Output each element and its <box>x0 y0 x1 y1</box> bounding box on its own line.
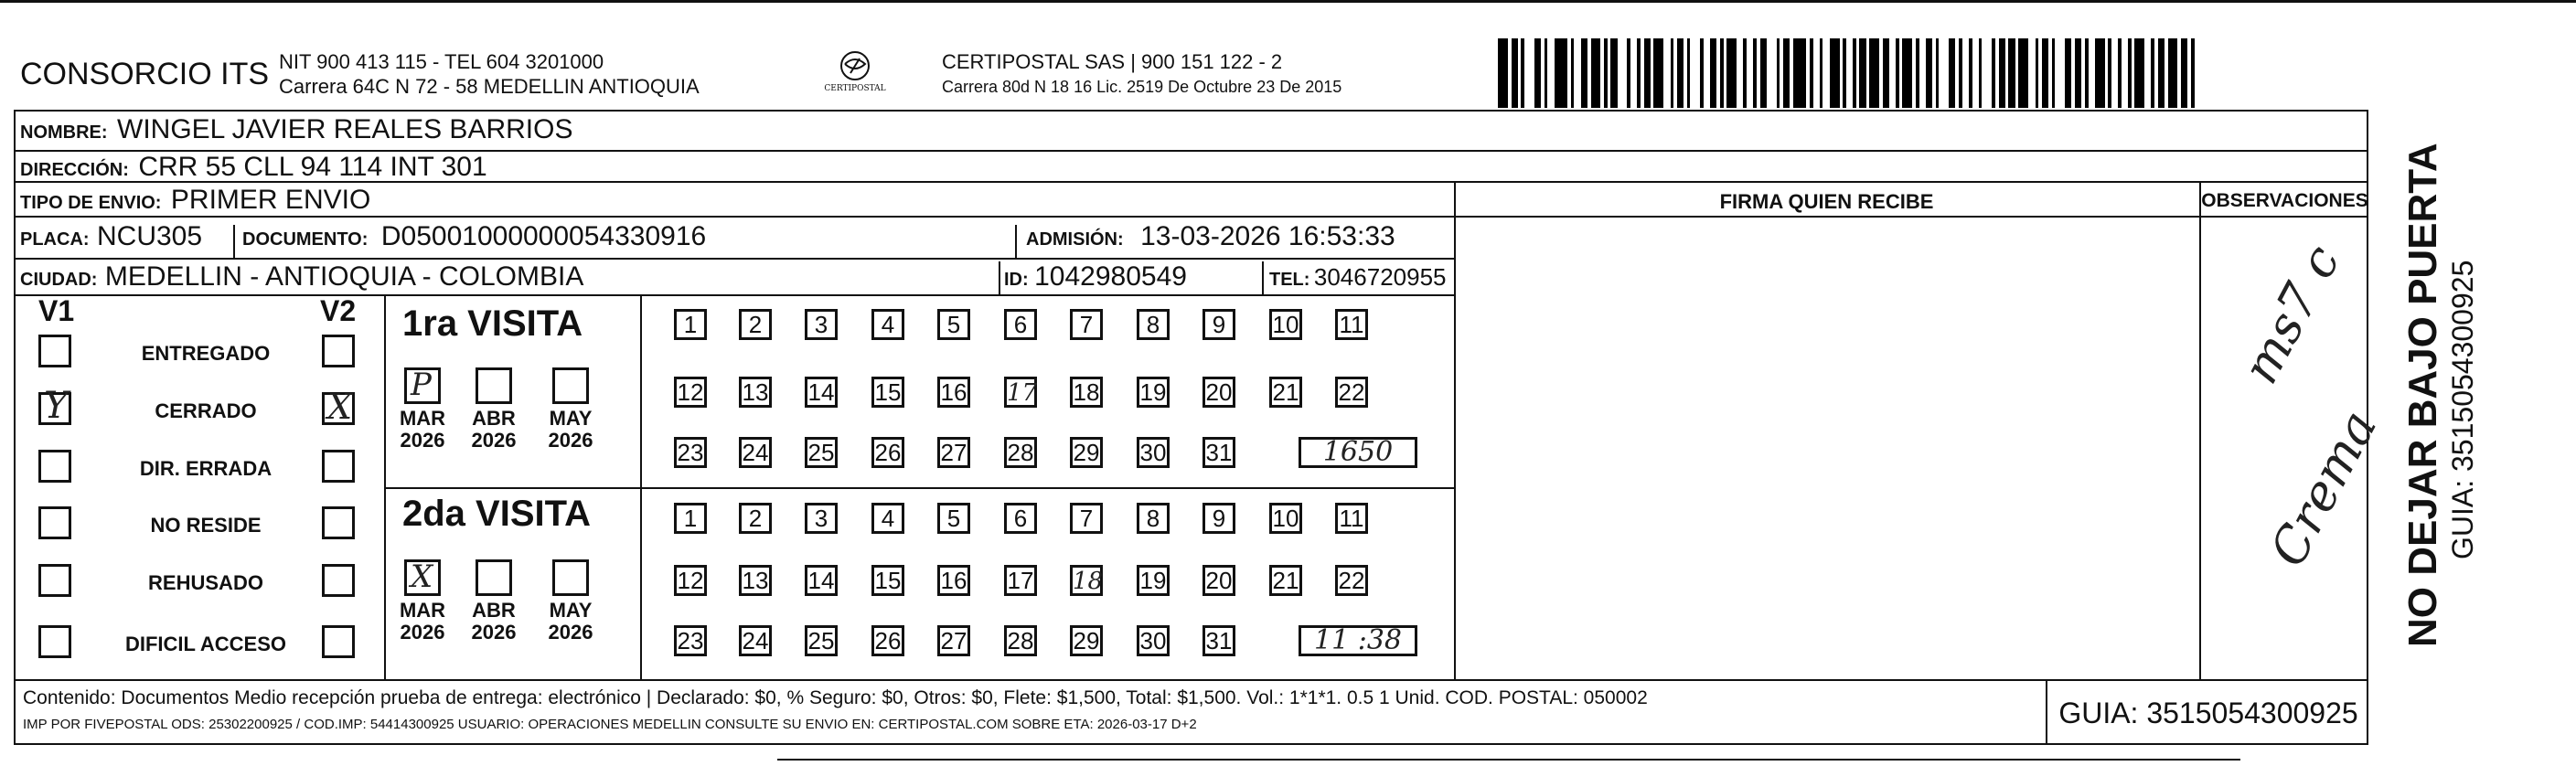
divider <box>384 487 1454 489</box>
placa-label: PLACA: <box>20 229 90 250</box>
day-box[interactable]: 21 <box>1269 565 1302 596</box>
placa-value: NCU305 <box>97 221 203 251</box>
barcode-bar <box>1999 38 2005 108</box>
day-box[interactable]: 21 <box>1269 377 1302 408</box>
day-box[interactable]: 5 <box>937 503 970 534</box>
day-box[interactable]: 11 <box>1335 309 1368 340</box>
day-box[interactable]: 18 <box>1070 377 1103 408</box>
tel-label: TEL: <box>1269 270 1310 290</box>
v2-check-mark: X <box>327 387 353 427</box>
barcode-bar <box>1962 38 1969 108</box>
day-box[interactable]: 22 <box>1335 565 1368 596</box>
footer-guia: GUIA: 3515054300925 <box>2058 697 2358 729</box>
barcode-bar <box>2168 38 2178 108</box>
day-box[interactable]: 23 <box>674 625 707 656</box>
day-box[interactable]: 17 <box>1004 565 1037 596</box>
day-box[interactable]: 7 <box>1070 503 1103 534</box>
month-label <box>543 408 598 452</box>
divider <box>14 679 2368 681</box>
v2-checkbox[interactable] <box>322 564 355 597</box>
day-box[interactable]: 26 <box>871 437 904 468</box>
day-box[interactable]: 29 <box>1070 625 1103 656</box>
documento-value: D05001000000054330916 <box>380 221 707 251</box>
day-box[interactable]: 4 <box>871 503 904 534</box>
ciudad-label: CIUDAD: <box>20 270 98 290</box>
certipostal-logo <box>823 48 887 102</box>
barcode-bar <box>1498 38 1508 108</box>
barcode-bar <box>1581 38 1587 108</box>
barcode-bar <box>1524 38 1534 108</box>
barcode-bar <box>2055 38 2065 108</box>
month-name: MAR <box>399 599 446 622</box>
day-box[interactable]: 24 <box>739 437 772 468</box>
firma-label: FIRMA QUIEN RECIBE <box>1719 190 1934 213</box>
barcode-bar <box>1547 38 1554 108</box>
v1-label: V1 <box>38 294 75 327</box>
contenido-text: Contenido: Documentos Medio recepción prueba de entrega: electrónico | Declarado: $0, % Seguro: $0, Otros: $0, Flete: $1,500, Total: $1,500. Vol.: 1*1*1. 0.5 1 Unid. COD. POSTAL: 050002 <box>23 687 1648 708</box>
tel-value: 3046720955 <box>1313 263 1447 291</box>
day-box[interactable]: 27 <box>937 437 970 468</box>
day-box[interactable] <box>1070 565 1103 596</box>
no-dejar-bajo-puerta: NO DEJAR BAJO PUERTA <box>2400 143 2445 647</box>
month-mark: X <box>411 559 433 595</box>
company-name: CONSORCIO ITS <box>20 57 270 91</box>
v2-checkbox[interactable] <box>322 335 355 367</box>
signature-area[interactable] <box>1456 218 2198 679</box>
day-box[interactable]: 30 <box>1137 437 1170 468</box>
day-box[interactable]: 14 <box>805 565 838 596</box>
day-box[interactable]: 6 <box>1004 503 1037 534</box>
month-year: 2026 <box>548 429 593 452</box>
id-label: ID: <box>1004 270 1029 290</box>
direccion-value: CRR 55 CLL 94 114 INT 301 <box>138 152 487 182</box>
nombre-label: NOMBRE: <box>20 122 108 143</box>
id-field <box>1004 261 1187 293</box>
barcode-bar <box>2144 38 2151 108</box>
day-box[interactable]: 15 <box>871 377 904 408</box>
certipostal-line2: Carrera 80d N 18 16 Lic. 2519 De Octubre 23 De 2015 <box>942 78 1342 96</box>
barcode-bar <box>1889 38 1896 108</box>
barcode-bar <box>1830 38 1840 108</box>
barcode-bar <box>1618 38 1628 108</box>
barcode-bar <box>2018 38 2028 108</box>
logo-text: CERTIPOSTAL <box>824 84 886 93</box>
barcode-bar <box>1737 38 1743 108</box>
day-box[interactable]: 3 <box>805 309 838 340</box>
month-name: MAY <box>549 599 593 622</box>
day-box[interactable]: 15 <box>871 565 904 596</box>
nit-line: NIT 900 413 115 - TEL 604 3201000 <box>279 50 604 73</box>
nombre-field <box>20 114 572 145</box>
tipo-label: TIPO DE ENVIO: <box>20 193 162 213</box>
handwritten-day: 18 <box>1073 568 1104 595</box>
divider <box>1015 225 1017 258</box>
barcode-bar <box>2028 38 2035 108</box>
divider <box>14 216 1454 218</box>
nombre-value: WINGEL JAVIER REALES BARRIOS <box>117 114 573 144</box>
divider <box>14 258 1454 260</box>
divider <box>2199 181 2201 679</box>
address-line: Carrera 64C N 72 - 58 MEDELLIN ANTIOQUIA <box>279 75 700 98</box>
observaciones-label: OBSERVACIONES <box>2201 190 2368 211</box>
handwritten-time[interactable]: 11 :38 <box>1299 625 1417 656</box>
barcode-bar <box>2134 38 2144 108</box>
observaciones-handwriting-1: ms7 c <box>2231 236 2352 393</box>
id-value: 1042980549 <box>1034 261 1187 292</box>
day-box[interactable]: 20 <box>1202 565 1235 596</box>
day-box[interactable]: 12 <box>674 565 707 596</box>
day-box[interactable]: 19 <box>1137 565 1170 596</box>
day-box[interactable]: 2 <box>739 309 772 340</box>
day-box[interactable]: 20 <box>1202 377 1235 408</box>
v1-checkbox[interactable] <box>38 450 71 483</box>
month-label <box>466 600 521 644</box>
v1-checkbox[interactable] <box>38 506 71 539</box>
divider <box>1262 261 1264 294</box>
v1-checkbox[interactable] <box>38 564 71 597</box>
status-label: DIR. ERRADA <box>139 457 273 480</box>
barcode-bar <box>2111 38 2118 108</box>
tipo-value: PRIMER ENVIO <box>170 185 371 215</box>
v1-check-mark: Y <box>44 385 69 427</box>
day-box[interactable] <box>1004 377 1037 408</box>
barcode-bar <box>1591 38 1601 108</box>
status-label: NO RESIDE <box>150 514 262 537</box>
divider <box>14 294 1454 296</box>
day-box[interactable]: 4 <box>871 309 904 340</box>
barcode-bar <box>2181 38 2187 108</box>
status-label: REHUSADO <box>148 571 263 594</box>
day-box[interactable]: 19 <box>1137 377 1170 408</box>
status-label: DIFICIL ACCESO <box>124 633 286 655</box>
handwritten-day: 17 <box>1007 379 1038 407</box>
day-box[interactable]: 16 <box>937 377 970 408</box>
day-box[interactable]: 6 <box>1004 309 1037 340</box>
month-label <box>466 408 521 452</box>
day-box[interactable]: 16 <box>937 565 970 596</box>
barcode-bar <box>1760 38 1767 108</box>
barcode-bar <box>2158 38 2164 108</box>
barcode-bar <box>1919 38 1926 108</box>
v2-label: V2 <box>320 294 357 327</box>
day-box[interactable]: 13 <box>739 377 772 408</box>
day-box[interactable]: 14 <box>805 377 838 408</box>
day-box[interactable]: 9 <box>1202 309 1235 340</box>
barcode-bar <box>1704 38 1710 108</box>
month-name: ABR <box>472 407 516 430</box>
barcode-bar <box>2042 38 2048 108</box>
barcode-bar <box>1690 38 1700 108</box>
month-year: 2026 <box>471 621 517 644</box>
day-box[interactable]: 29 <box>1070 437 1103 468</box>
certipostal-line1: CERTIPOSTAL SAS | 900 151 122 - 2 <box>942 50 1283 73</box>
placa-field <box>20 221 202 252</box>
v1-checkbox[interactable] <box>38 335 71 367</box>
barcode-bar <box>1726 38 1737 108</box>
day-box[interactable]: 26 <box>871 625 904 656</box>
day-box[interactable]: 9 <box>1202 503 1235 534</box>
month-checkbox[interactable] <box>404 367 441 404</box>
admision-label: ADMISIÓN: <box>1026 229 1124 250</box>
divider <box>233 225 235 258</box>
month-year: 2026 <box>548 621 593 644</box>
documento-label: DOCUMENTO: <box>242 229 369 250</box>
admision-field <box>1026 221 1395 252</box>
day-box[interactable]: 28 <box>1004 625 1037 656</box>
barcode-bar <box>2089 38 2095 108</box>
barcode <box>1498 38 2202 108</box>
month-checkbox[interactable] <box>476 559 512 596</box>
barcode-bar <box>2008 38 2015 108</box>
barcode-bar <box>1982 38 1992 108</box>
v2-checkbox[interactable] <box>322 625 355 658</box>
barcode-bar <box>1793 38 1807 108</box>
month-label <box>395 408 450 452</box>
barcode-bar <box>1939 38 1949 108</box>
tel-field <box>1269 263 1447 292</box>
day-box[interactable]: 23 <box>674 437 707 468</box>
ciudad-field <box>20 261 583 293</box>
v1-checkbox[interactable] <box>38 625 71 658</box>
barcode-bar <box>1574 38 1580 108</box>
v2-checkbox[interactable] <box>322 506 355 539</box>
barcode-bar <box>2075 38 2081 108</box>
barcode-bar <box>1512 38 1518 108</box>
divider <box>2046 679 2047 745</box>
month-year: 2026 <box>400 429 445 452</box>
direccion-label: DIRECCIÓN: <box>20 160 129 180</box>
divider <box>999 261 1000 294</box>
barcode-bar <box>1949 38 1955 108</box>
tipo-field <box>20 185 370 216</box>
barcode-bar <box>1555 38 1568 108</box>
v2-checkbox[interactable] <box>322 450 355 483</box>
barcode-bar <box>1972 38 1979 108</box>
month-label <box>395 600 450 644</box>
day-box[interactable]: 25 <box>805 437 838 468</box>
direccion-field <box>20 152 487 183</box>
barcode-bar <box>1653 38 1663 108</box>
barcode-bar <box>2195 38 2201 108</box>
day-box[interactable]: 1 <box>674 503 707 534</box>
documento-field <box>242 221 706 252</box>
barcode-bar <box>2122 38 2128 108</box>
barcode-bar <box>1869 38 1879 108</box>
day-box[interactable]: 25 <box>805 625 838 656</box>
barcode-bar <box>1767 38 1777 108</box>
barcode-bar <box>1534 38 1541 108</box>
month-year: 2026 <box>471 429 517 452</box>
status-label: ENTREGADO <box>141 342 271 365</box>
month-checkbox[interactable] <box>476 367 512 404</box>
month-checkbox[interactable] <box>404 559 441 596</box>
day-box[interactable]: 12 <box>674 377 707 408</box>
month-mark: P <box>411 367 432 403</box>
day-box[interactable]: 10 <box>1269 503 1302 534</box>
barcode-bar <box>1783 38 1790 108</box>
barcode-bar <box>1883 38 1889 108</box>
month-label <box>543 600 598 644</box>
day-box[interactable]: 31 <box>1202 437 1235 468</box>
barcode-bar <box>1677 38 1683 108</box>
day-box[interactable]: 27 <box>937 625 970 656</box>
barcode-bar <box>2065 38 2071 108</box>
day-box[interactable]: 8 <box>1137 503 1170 534</box>
month-checkbox[interactable] <box>552 367 589 404</box>
barcode-bar <box>1747 38 1753 108</box>
day-box[interactable]: 31 <box>1202 625 1235 656</box>
month-checkbox[interactable] <box>552 559 589 596</box>
barcode-bar <box>1710 38 1716 108</box>
ciudad-value: MEDELLIN - ANTIOQUIA - COLOMBIA <box>104 261 584 292</box>
month-name: ABR <box>472 599 516 622</box>
month-name: MAY <box>549 407 593 430</box>
barcode-bar <box>1822 38 1829 108</box>
day-box[interactable]: 13 <box>739 565 772 596</box>
barcode-bar <box>1813 38 1820 108</box>
day-box[interactable]: 7 <box>1070 309 1103 340</box>
month-name: MAR <box>399 407 446 430</box>
day-box[interactable]: 2 <box>739 503 772 534</box>
barcode-bar <box>1859 38 1865 108</box>
status-label: CERRADO <box>155 399 257 422</box>
barcode-bar <box>1926 38 1932 108</box>
first-visit-title: 1ra VISITA <box>402 303 583 344</box>
bottom-border <box>777 759 2240 761</box>
day-box[interactable]: 24 <box>739 625 772 656</box>
day-box[interactable]: 28 <box>1004 437 1037 468</box>
top-border <box>0 0 2576 3</box>
handwritten-time[interactable]: 1650 <box>1299 437 1417 468</box>
day-box[interactable]: 10 <box>1269 309 1302 340</box>
day-box[interactable]: 22 <box>1335 377 1368 408</box>
barcode-bar <box>1902 38 1912 108</box>
admision-value: 13-03-2026 16:53:33 <box>1140 221 1395 251</box>
day-box[interactable]: 5 <box>937 309 970 340</box>
second-visit-title: 2da VISITA <box>402 494 591 534</box>
day-box[interactable]: 1 <box>674 309 707 340</box>
day-box[interactable]: 30 <box>1137 625 1170 656</box>
month-year: 2026 <box>400 621 445 644</box>
day-box[interactable]: 3 <box>805 503 838 534</box>
barcode-bar <box>1663 38 1670 108</box>
day-box[interactable]: 8 <box>1137 309 1170 340</box>
barcode-bar <box>1846 38 1853 108</box>
side-guia: GUIA: 3515054300925 <box>2446 260 2479 559</box>
barcode-bar <box>1630 38 1637 108</box>
barcode-bar <box>1610 38 1617 108</box>
day-box[interactable]: 11 <box>1335 503 1368 534</box>
barcode-bar <box>1644 38 1651 108</box>
observaciones-handwriting-2: Crema <box>2259 400 2389 576</box>
imp-text: IMP POR FIVEPOSTAL ODS: 25302200925 / COD.IMP: 54414300925 USUARIO: OPERACIONES MEDELLIN CONSULTE SU ENVIO EN: CERTIPOSTAL.COM SOBRE ETA: 2026-03-17 D+2 <box>23 717 1197 732</box>
barcode-bar <box>2095 38 2105 108</box>
